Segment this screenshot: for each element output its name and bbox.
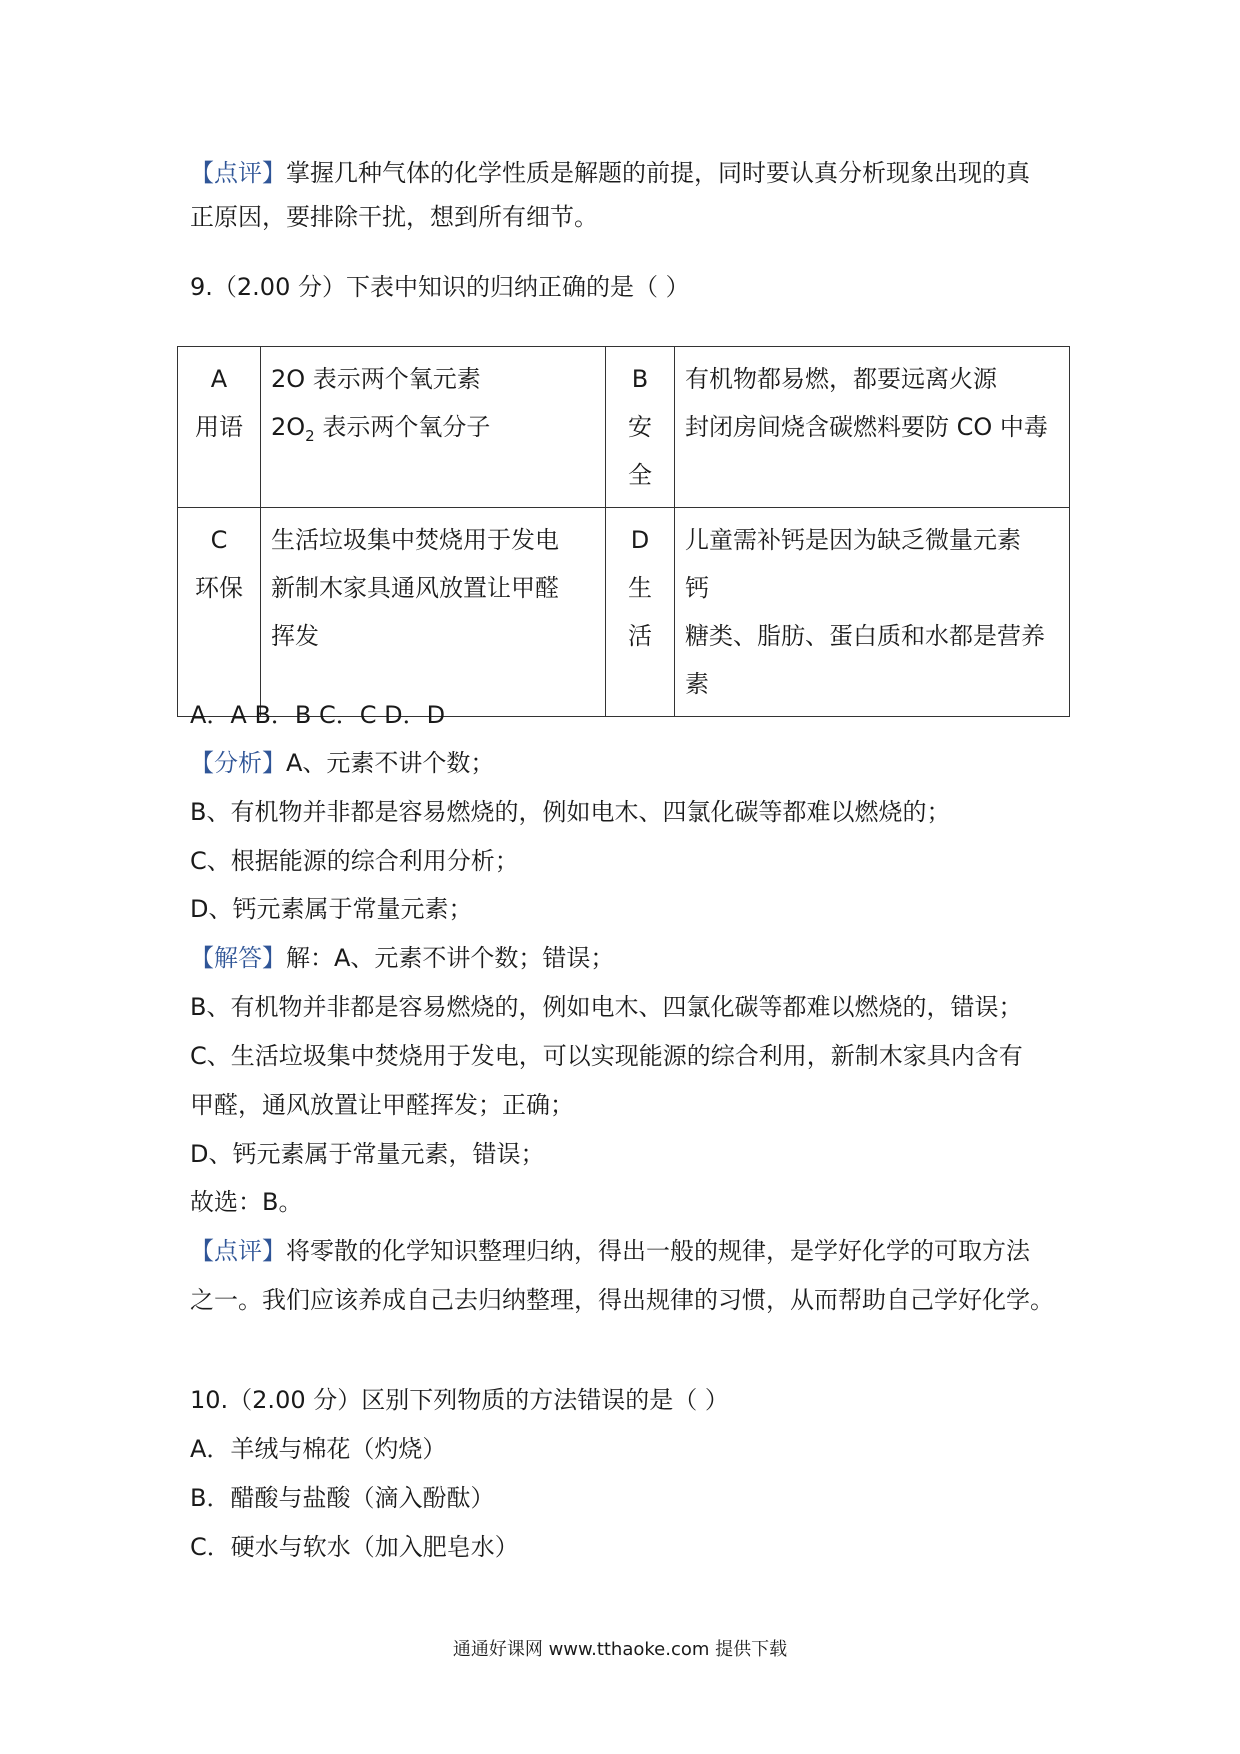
cell-a-content: 2O 表示两个氧元素 $2O_2$ 表示两个氧分子 [261,347,606,508]
cell-b-content: 有机物都易燃，都要远离火源 封闭房间烧含碳燃料要防 CO 中毒 [675,347,1070,508]
analysis-line-3: C、根据能源的综合利用分析； [190,847,519,875]
answer-line-2: B、有机物并非都是容易燃烧的，例如电木、四氯化碳等都难以燃烧的，错误； [190,993,1023,1021]
table-row [178,508,1070,717]
cell-c-content: 生活垃圾集中焚烧用于发电 新制木家具通风放置让甲醛 挥发 [261,508,606,717]
answer-line-1: 【解答】解：A、元素不讲个数；错误； [190,944,615,972]
cell-d-label: D 生 活 [606,508,675,717]
question-10-option-c: C．硬水与软水（加入肥皂水） [190,1533,519,1561]
question-9-options: A．A B．B C．C D．D [190,701,446,729]
analysis-line-1: 【分析】A、元素不讲个数； [190,749,495,777]
cell-d-content: 儿童需补钙是因为缺乏微量元素 钙 糖类、脂肪、蛋白质和水都是营养 素 [675,508,1070,717]
comment-line-2: 之一。我们应该养成自己去归纳整理，得出规律的习惯，从而帮助自己学好化学。 [190,1286,1054,1314]
comment-tag: 【点评】 [190,159,286,187]
answer-line-5: D、钙元素属于常量元素，错误； [190,1140,545,1168]
question-10-option-b: B．醋酸与盐酸（滴入酚酞） [190,1484,495,1512]
answer-line-4: 甲醛，通风放置让甲醛挥发；正确； [190,1091,574,1119]
cell-a-label: A 用语 [178,347,261,508]
question-10-title: 10.（2.00 分）区别下列物质的方法错误的是（ ） [190,1386,729,1414]
cell-b-label: B 安 全 [606,347,675,508]
knowledge-table [177,346,1070,717]
prev-comment-line-2: 正原因，要排除干扰，想到所有细节。 [190,203,598,231]
question-9-title: 9.（2.00 分）下表中知识的归纳正确的是（ ） [190,273,690,301]
answer-line-6: 故选：B。 [190,1188,303,1216]
cell-c-label: C 环保 [178,508,261,717]
cell-a-line-2: $2O_2$ 表示两个氧分子 [271,413,491,445]
answer-line-3: C、生活垃圾集中焚烧用于发电，可以实现能源的综合利用，新制木家具内含有 [190,1042,1023,1070]
analysis-line-2: B、有机物并非都是容易燃烧的，例如电木、四氯化碳等都难以燃烧的； [190,798,951,826]
table-row [178,347,1070,508]
answer-tag: 【解答】 [190,944,286,972]
comment-tag: 【点评】 [190,1237,286,1265]
analysis-line-4: D、钙元素属于常量元素； [190,895,473,923]
prev-comment-line-1: 【点评】掌握几种气体的化学性质是解题的前提，同时要认真分析现象出现的真 [190,159,1030,187]
analysis-tag: 【分析】 [190,749,286,777]
question-10-option-a: A．羊绒与棉花（灼烧） [190,1435,447,1463]
comment-line-1: 【点评】将零散的化学知识整理归纳，得出一般的规律，是学好化学的可取方法 [190,1237,1030,1265]
page-footer: 通通好课网 www.tthaoke.com 提供下载 [452,1639,788,1660]
